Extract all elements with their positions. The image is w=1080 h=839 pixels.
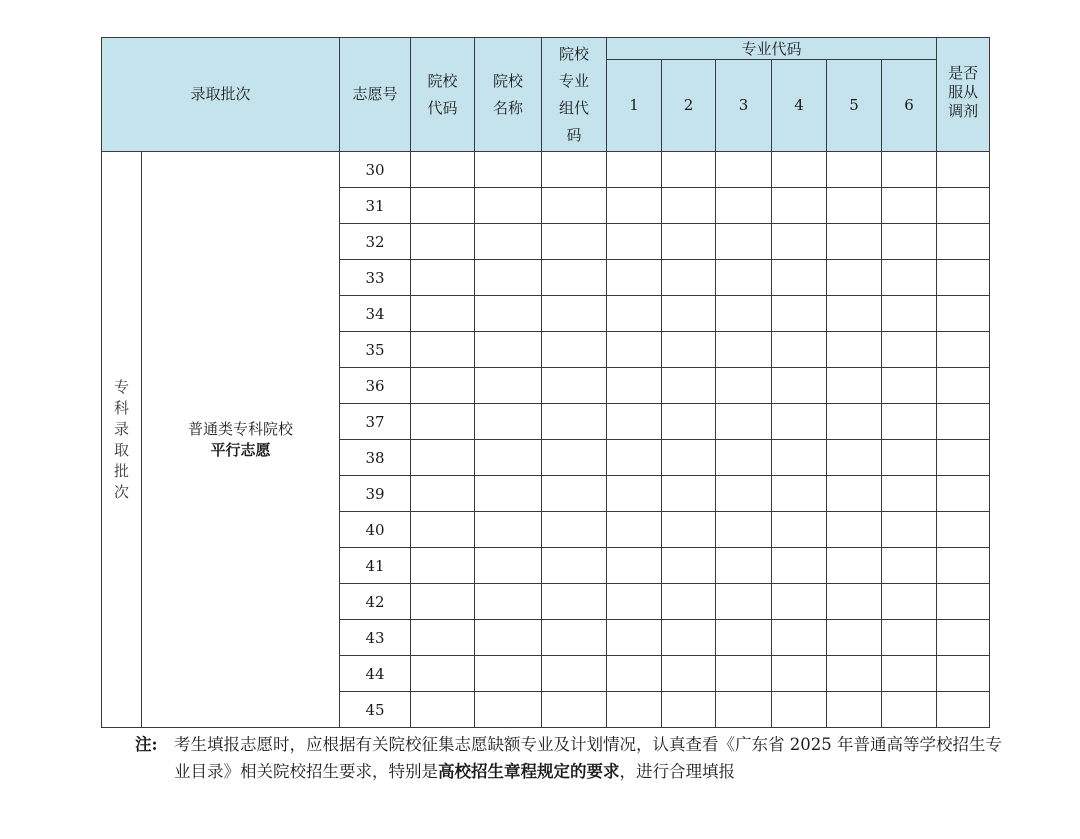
header-volunteer-no: 志愿号 — [340, 38, 411, 152]
volunteer-no-cell: 35 — [340, 332, 411, 368]
major-code-cell[interactable] — [662, 188, 716, 224]
school-name-cell[interactable] — [475, 152, 542, 188]
major-code-cell[interactable] — [882, 224, 937, 260]
school-code-cell[interactable] — [411, 152, 475, 188]
school-name-cell[interactable] — [475, 512, 542, 548]
major-code-cell[interactable] — [662, 296, 716, 332]
school-name-cell[interactable] — [475, 476, 542, 512]
major-code-cell[interactable] — [716, 548, 772, 584]
major-code-cell[interactable] — [882, 440, 937, 476]
major-code-cell[interactable] — [662, 440, 716, 476]
major-code-cell[interactable] — [882, 512, 937, 548]
major-code-cell[interactable] — [607, 152, 662, 188]
major-code-cell[interactable] — [716, 692, 772, 728]
header-major-code-4: 4 — [772, 60, 827, 152]
major-code-cell[interactable] — [772, 404, 827, 440]
major-code-cell[interactable] — [716, 332, 772, 368]
major-code-cell[interactable] — [772, 692, 827, 728]
obey-adjustment-cell[interactable] — [937, 404, 990, 440]
major-code-cell[interactable] — [662, 692, 716, 728]
major-code-cell[interactable] — [772, 260, 827, 296]
major-code-cell[interactable] — [607, 368, 662, 404]
major-code-cell[interactable] — [716, 476, 772, 512]
major-code-cell[interactable] — [716, 296, 772, 332]
major-code-cell[interactable] — [882, 476, 937, 512]
school-code-cell[interactable] — [411, 548, 475, 584]
major-code-cell[interactable] — [882, 404, 937, 440]
major-code-cell[interactable] — [772, 296, 827, 332]
major-code-cell[interactable] — [662, 656, 716, 692]
major-code-cell[interactable] — [662, 476, 716, 512]
table-row — [102, 152, 990, 188]
batch-cell — [102, 152, 142, 728]
obey-adjustment-cell[interactable] — [937, 188, 990, 224]
major-code-cell[interactable] — [882, 296, 937, 332]
school-name-cell[interactable] — [475, 260, 542, 296]
major-code-cell[interactable] — [827, 188, 882, 224]
volunteer-no-cell: 41 — [340, 548, 411, 584]
obey-adjustment-cell[interactable] — [937, 440, 990, 476]
batch-label: 专科录取批次 — [114, 377, 130, 501]
school-name-cell[interactable] — [475, 440, 542, 476]
obey-adjustment-cell[interactable] — [937, 476, 990, 512]
school-name-cell[interactable] — [475, 404, 542, 440]
major-code-cell[interactable] — [882, 152, 937, 188]
major-code-cell[interactable] — [607, 440, 662, 476]
major-code-cell[interactable] — [607, 692, 662, 728]
footnote-text-after: ，进行合理填报 — [619, 762, 735, 781]
volunteer-no-cell: 32 — [340, 224, 411, 260]
major-code-cell[interactable] — [716, 260, 772, 296]
school-code-cell[interactable] — [411, 224, 475, 260]
obey-adjustment-cell[interactable] — [937, 512, 990, 548]
volunteer-no-cell: 37 — [340, 404, 411, 440]
school-code-cell[interactable] — [411, 692, 475, 728]
school-name-cell[interactable] — [475, 692, 542, 728]
school-code-cell[interactable] — [411, 296, 475, 332]
major-code-cell[interactable] — [882, 332, 937, 368]
school-name-cell[interactable] — [475, 656, 542, 692]
major-code-cell[interactable] — [662, 512, 716, 548]
major-code-cell[interactable] — [607, 404, 662, 440]
volunteer-no-cell: 38 — [340, 440, 411, 476]
major-code-cell[interactable] — [607, 620, 662, 656]
school-code-cell[interactable] — [411, 440, 475, 476]
major-code-cell[interactable] — [716, 656, 772, 692]
footnote-text-before: 考生填报志愿时，应根据有关院校征集志愿缺额专业及计划情况，认真查看《广东省 2025 年普通高等学校招生专业目录》相关院校招生要求，特别是 — [174, 735, 1002, 781]
school-name-cell[interactable] — [475, 584, 542, 620]
major-code-cell[interactable] — [607, 224, 662, 260]
header-major-code-2: 2 — [662, 60, 716, 152]
header-batch: 录取批次 — [102, 38, 340, 152]
major-code-cell[interactable] — [772, 476, 827, 512]
major-code-cell[interactable] — [827, 260, 882, 296]
header-obey-adjustment-text: 是否服从调剂 — [948, 64, 979, 120]
major-code-cell[interactable] — [662, 152, 716, 188]
footnote — [135, 731, 1005, 785]
major-code-cell[interactable] — [827, 692, 882, 728]
major-group-code-cell[interactable] — [542, 404, 607, 440]
major-code-cell[interactable] — [662, 224, 716, 260]
major-code-cell[interactable] — [662, 620, 716, 656]
major-code-cell[interactable] — [716, 440, 772, 476]
major-group-code-cell[interactable] — [542, 224, 607, 260]
major-code-cell[interactable] — [716, 584, 772, 620]
major-code-cell[interactable] — [772, 584, 827, 620]
obey-adjustment-cell[interactable] — [937, 584, 990, 620]
school-name-cell[interactable] — [475, 224, 542, 260]
major-code-cell[interactable] — [716, 224, 772, 260]
major-code-cell[interactable] — [716, 152, 772, 188]
major-code-cell[interactable] — [827, 476, 882, 512]
header-major-code-6: 6 — [882, 60, 937, 152]
school-code-cell[interactable] — [411, 512, 475, 548]
major-group-code-cell[interactable] — [542, 512, 607, 548]
volunteer-no-cell: 33 — [340, 260, 411, 296]
major-code-cell[interactable] — [882, 260, 937, 296]
major-code-cell[interactable] — [662, 260, 716, 296]
major-code-cell[interactable] — [882, 620, 937, 656]
school-code-cell[interactable] — [411, 404, 475, 440]
major-code-cell[interactable] — [607, 332, 662, 368]
obey-adjustment-cell[interactable] — [937, 656, 990, 692]
major-code-cell[interactable] — [772, 332, 827, 368]
major-code-cell[interactable] — [607, 296, 662, 332]
school-name-cell[interactable] — [475, 332, 542, 368]
major-group-code-cell[interactable] — [542, 152, 607, 188]
volunteer-no-cell: 34 — [340, 296, 411, 332]
major-code-cell[interactable] — [882, 548, 937, 584]
volunteer-no-cell: 44 — [340, 656, 411, 692]
major-code-cell[interactable] — [882, 188, 937, 224]
obey-adjustment-cell[interactable] — [937, 368, 990, 404]
major-group-code-cell[interactable] — [542, 440, 607, 476]
major-code-cell[interactable] — [662, 584, 716, 620]
school-name-cell[interactable] — [475, 188, 542, 224]
header-major-code-5: 5 — [827, 60, 882, 152]
volunteer-no-cell: 36 — [340, 368, 411, 404]
volunteer-no-cell: 39 — [340, 476, 411, 512]
major-group-code-cell[interactable] — [542, 620, 607, 656]
footnote-label: 注: — [135, 735, 158, 754]
header-obey-adjustment — [937, 38, 990, 152]
major-code-cell[interactable] — [772, 656, 827, 692]
major-group-code-cell[interactable] — [542, 332, 607, 368]
major-code-cell[interactable] — [772, 152, 827, 188]
school-code-cell[interactable] — [411, 332, 475, 368]
major-code-cell[interactable] — [772, 548, 827, 584]
major-group-code-cell[interactable] — [542, 368, 607, 404]
major-code-cell[interactable] — [607, 584, 662, 620]
major-code-cell[interactable] — [662, 368, 716, 404]
major-code-cell[interactable] — [772, 440, 827, 476]
major-code-cell[interactable] — [827, 584, 882, 620]
volunteer-no-cell: 31 — [340, 188, 411, 224]
major-code-cell[interactable] — [827, 368, 882, 404]
major-code-cell[interactable] — [607, 476, 662, 512]
major-code-cell[interactable] — [716, 404, 772, 440]
header-school-code-text: 院校代码 — [427, 71, 458, 117]
header-major-group-code — [542, 38, 607, 152]
major-code-cell[interactable] — [882, 656, 937, 692]
major-code-cell[interactable] — [772, 188, 827, 224]
header-major-code-1: 1 — [607, 60, 662, 152]
major-code-cell[interactable] — [827, 332, 882, 368]
major-code-cell[interactable] — [827, 440, 882, 476]
major-code-cell[interactable] — [827, 404, 882, 440]
school-type-label: 普通类专科院校 — [188, 419, 294, 438]
major-code-cell[interactable] — [827, 656, 882, 692]
volunteer-no-cell: 40 — [340, 512, 411, 548]
obey-adjustment-cell[interactable] — [937, 332, 990, 368]
school-code-cell[interactable] — [411, 476, 475, 512]
obey-adjustment-cell[interactable] — [937, 152, 990, 188]
header-school-code — [411, 38, 475, 152]
major-group-code-cell[interactable] — [542, 656, 607, 692]
major-code-cell[interactable] — [882, 584, 937, 620]
school-name-cell[interactable] — [475, 620, 542, 656]
header-major-code-3: 3 — [716, 60, 772, 152]
header-major-codes: 专业代码 — [607, 38, 937, 60]
school-name-cell[interactable] — [475, 296, 542, 332]
major-code-cell[interactable] — [716, 368, 772, 404]
major-code-cell[interactable] — [827, 548, 882, 584]
obey-adjustment-cell[interactable] — [937, 548, 990, 584]
footnote-emphasis: 高校招生章程规定的要求 — [438, 762, 620, 781]
major-group-code-cell[interactable] — [542, 296, 607, 332]
major-code-cell[interactable] — [882, 368, 937, 404]
header-school-name — [475, 38, 542, 152]
major-code-cell[interactable] — [607, 548, 662, 584]
school-code-cell[interactable] — [411, 188, 475, 224]
header-major-group-code-text: 院校专业组代码 — [559, 44, 590, 144]
major-code-cell[interactable] — [607, 260, 662, 296]
school-code-cell[interactable] — [411, 584, 475, 620]
header-school-name-text: 院校名称 — [493, 71, 524, 117]
major-group-code-cell[interactable] — [542, 188, 607, 224]
major-code-cell[interactable] — [716, 512, 772, 548]
school-name-cell[interactable] — [475, 368, 542, 404]
major-code-cell[interactable] — [716, 188, 772, 224]
obey-adjustment-cell[interactable] — [937, 620, 990, 656]
major-code-cell[interactable] — [607, 656, 662, 692]
obey-adjustment-cell[interactable] — [937, 296, 990, 332]
major-group-code-cell[interactable] — [542, 584, 607, 620]
major-code-cell[interactable] — [827, 512, 882, 548]
obey-adjustment-cell[interactable] — [937, 692, 990, 728]
volunteer-no-cell: 43 — [340, 620, 411, 656]
major-code-cell[interactable] — [662, 404, 716, 440]
school-type-cell — [142, 152, 340, 728]
volunteer-no-cell: 30 — [340, 152, 411, 188]
school-code-cell[interactable] — [411, 620, 475, 656]
major-group-code-cell[interactable] — [542, 260, 607, 296]
major-code-cell[interactable] — [607, 512, 662, 548]
obey-adjustment-cell[interactable] — [937, 224, 990, 260]
major-group-code-cell[interactable] — [542, 548, 607, 584]
school-code-cell[interactable] — [411, 368, 475, 404]
school-code-cell[interactable] — [411, 656, 475, 692]
obey-adjustment-cell[interactable] — [937, 260, 990, 296]
volunteer-no-cell: 42 — [340, 584, 411, 620]
major-code-cell[interactable] — [772, 368, 827, 404]
major-code-cell[interactable] — [827, 224, 882, 260]
major-code-cell[interactable] — [716, 620, 772, 656]
major-group-code-cell[interactable] — [542, 476, 607, 512]
school-code-cell[interactable] — [411, 260, 475, 296]
footnote-body — [174, 731, 1005, 785]
volunteer-no-cell: 45 — [340, 692, 411, 728]
major-code-cell[interactable] — [772, 512, 827, 548]
school-name-cell[interactable] — [475, 548, 542, 584]
major-code-cell[interactable] — [827, 296, 882, 332]
major-code-cell[interactable] — [607, 188, 662, 224]
volunteer-type-label: 平行志愿 — [210, 440, 271, 459]
major-code-cell[interactable] — [827, 152, 882, 188]
volunteer-form-table — [101, 37, 990, 728]
major-group-code-cell[interactable] — [542, 692, 607, 728]
major-code-cell[interactable] — [662, 332, 716, 368]
major-code-cell[interactable] — [662, 548, 716, 584]
major-code-cell[interactable] — [772, 224, 827, 260]
major-code-cell[interactable] — [772, 620, 827, 656]
major-code-cell[interactable] — [882, 692, 937, 728]
major-code-cell[interactable] — [827, 620, 882, 656]
